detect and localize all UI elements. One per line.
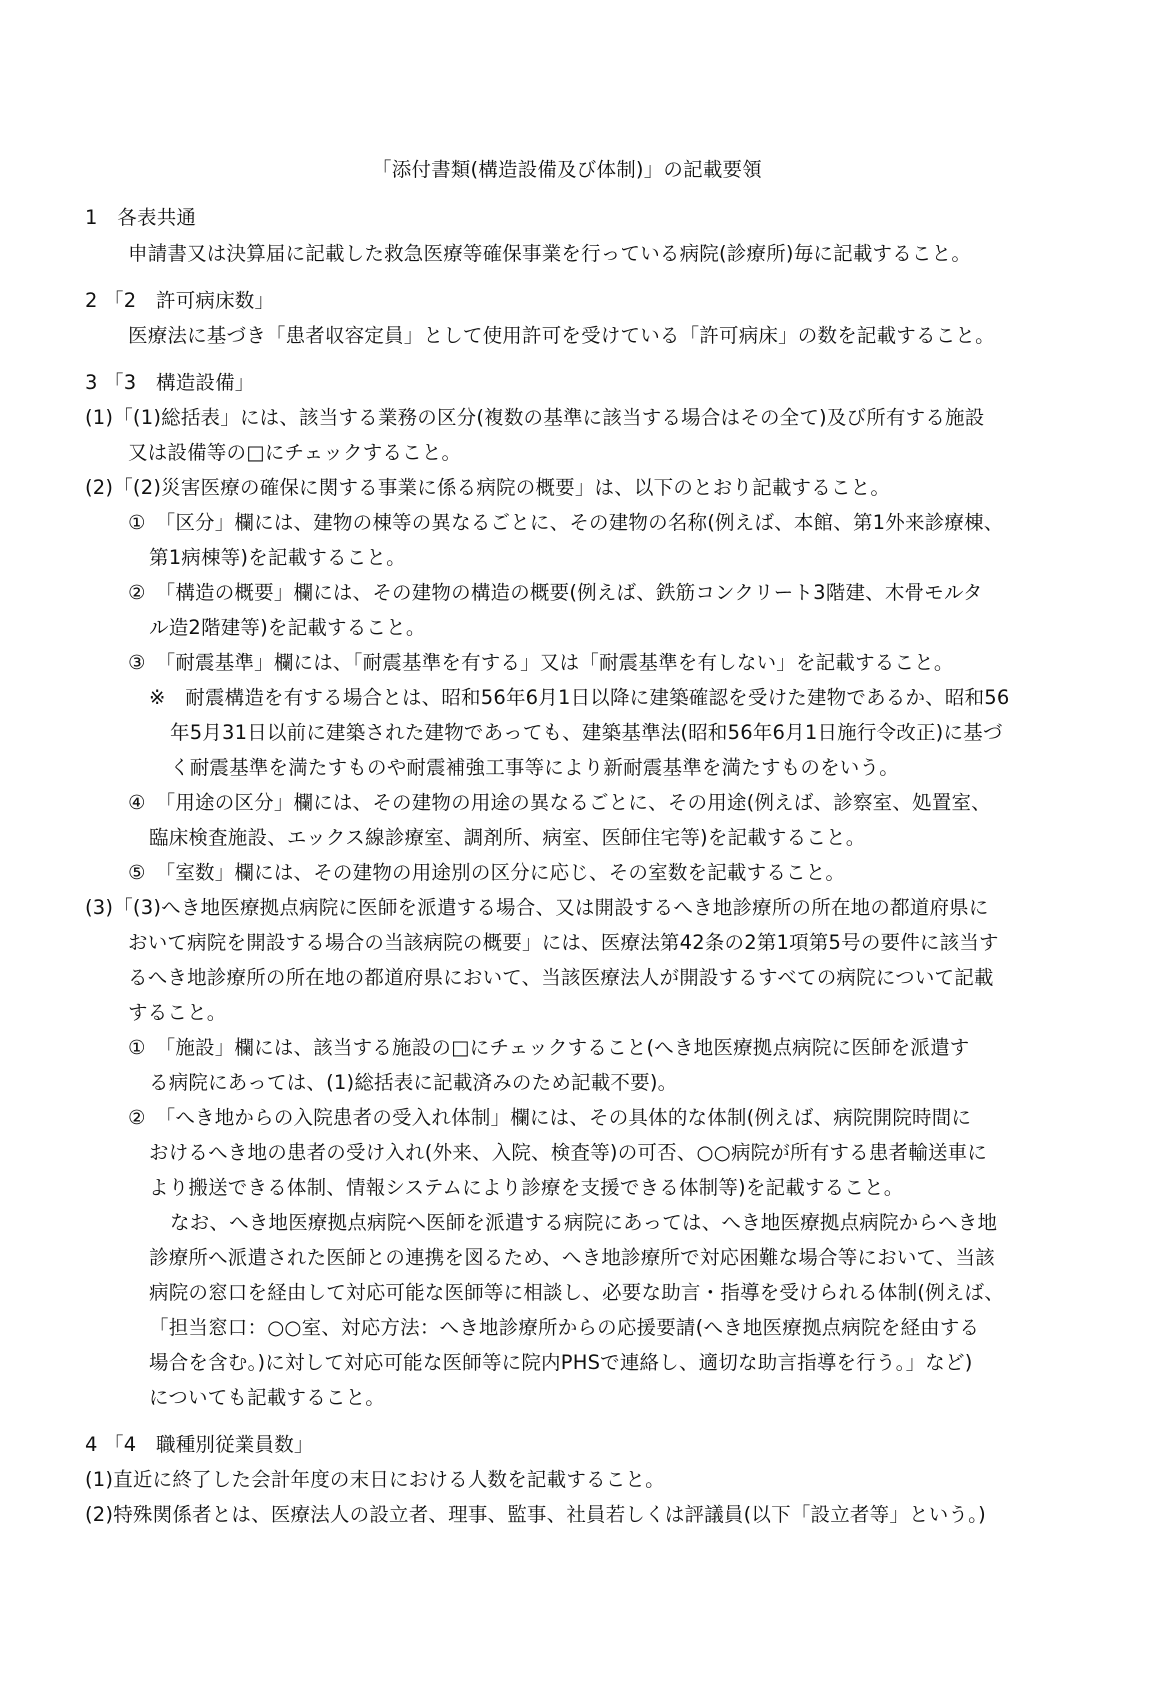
- paragraph-line: (1)「(1)総括表」には、該当する業務の区分(複数の基準に該当する場合はその全て)及び所有する施設: [85, 406, 985, 429]
- paragraph-line: (2)特殊関係者とは、医療法人の設立者、理事、監事、社員若しくは評議員(以下「設立者等」という。): [85, 1503, 986, 1526]
- list-item-line: おけるへき地の患者の受け入れ(外来、入院、検査等)の可否、○○病院が所有する患者輸送車に: [149, 1141, 988, 1164]
- paragraph-line: (1)直近に終了した会計年度の末日における人数を記載すること。: [85, 1468, 665, 1491]
- note-line: 年5月31日以前に建築された建物であっても、建築基準法(昭和56年6月1日施行令改正)に基づ: [170, 721, 1003, 744]
- paragraph-line: (2)「(2)災害医療の確保に関する事業に係る病院の概要」は、以下のとおり記載すること。: [85, 476, 891, 499]
- list-item-line: より搬送できる体制、情報システムにより診療を支援できる体制等)を記載すること。: [149, 1176, 904, 1199]
- list-item-line: ⑤ 「室数」欄には、その建物の用途別の区分に応じ、その室数を記載すること。: [128, 861, 846, 884]
- list-item-line: 第1病棟等)を記載すること。: [149, 546, 406, 569]
- list-item-line: ① 「施設」欄には、該当する施設の□にチェックすること(へき地医療拠点病院に医師を派遣す: [128, 1036, 970, 1059]
- list-item-line: る病院にあっては、(1)総括表に記載済みのため記載不要)。: [149, 1071, 678, 1094]
- document-title: 「添付書類(構造設備及び体制)」の記載要領: [372, 158, 762, 181]
- note-line: く耐震基準を満たすものや耐震補強工事等により新耐震基準を満たすものをいう。: [170, 756, 899, 779]
- note-line: ※ 耐震構造を有する場合とは、昭和56年6月1日以降に建築確認を受けた建物であるか、昭和56: [149, 686, 1010, 709]
- section-2-heading: 2 「2 許可病床数」: [85, 289, 275, 312]
- list-item-line: ル造2階建等)を記載すること。: [149, 616, 426, 639]
- list-item-line: ④ 「用途の区分」欄には、その建物の用途の異なるごとに、その用途(例えば、診察室、処置室、: [128, 791, 991, 814]
- section-2-body: 医療法に基づき「患者収容定員」として使用許可を受けている「許可病床」の数を記載すること。: [128, 324, 995, 347]
- paragraph-line: おいて病院を開設する場合の当該病院の概要」には、医療法第42条の2第1項第5号の要件に該当す: [128, 931, 999, 954]
- paragraph-line: 又は設備等の□にチェックすること。: [128, 441, 462, 464]
- paragraph-line: すること。: [128, 1001, 227, 1024]
- list-item-line: 臨床検査施設、エックス線診療室、調剤所、病室、医師住宅等)を記載すること。: [149, 826, 866, 849]
- list-item-line: ① 「区分」欄には、建物の棟等の異なるごとに、その建物の名称(例えば、本館、第1外来診療棟、: [128, 511, 1004, 534]
- list-item-line: についても記載すること。: [149, 1386, 386, 1409]
- list-item-line: ② 「構造の概要」欄には、その建物の構造の概要(例えば、鉄筋コンクリート3階建、木骨モルタ: [128, 581, 983, 604]
- list-item-line: なお、へき地医療拠点病院へ医師を派遣する病院にあっては、へき地医療拠点病院からへき地: [170, 1211, 998, 1234]
- list-item-line: ② 「へき地からの入院患者の受入れ体制」欄には、その具体的な体制(例えば、病院開院時間に: [128, 1106, 972, 1129]
- list-item-line: 病院の窓口を経由して対応可能な医師等に相談し、必要な助言・指導を受けられる体制(例えば、: [149, 1281, 1004, 1304]
- section-4-heading: 4 「4 職種別従業員数」: [85, 1433, 314, 1456]
- section-1-heading: 1 各表共通: [85, 206, 197, 229]
- list-item-line: 診療所へ派遣された医師との連携を図るため、へき地診療所で対応困難な場合等において、当該: [149, 1246, 995, 1269]
- section-1-body: 申請書又は決算届に記載した救急医療等確保事業を行っている病院(診療所)毎に記載すること。: [128, 242, 972, 265]
- list-item-line: ③ 「耐震基準」欄には、「耐震基準を有する」又は「耐震基準を有しない」を記載すること。: [128, 651, 954, 674]
- section-3-heading: 3 「3 構造設備」: [85, 371, 255, 394]
- paragraph-line: (3)「(3)へき地医療拠点病院に医師を派遣する場合、又は開設するへき地診療所の所在地の都道府県に: [85, 896, 989, 919]
- paragraph-line: るへき地診療所の所在地の都道府県において、当該医療法人が開設するすべての病院について記載: [128, 966, 994, 989]
- list-item-line: 場合を含む。)に対して対応可能な医師等に院内PHSで連絡し、適切な助言指導を行う。」など): [149, 1351, 973, 1374]
- list-item-line: 「担当窓口：○○室、対応方法：へき地診療所からの応援要請(へき地医療拠点病院を経由する: [149, 1316, 980, 1339]
